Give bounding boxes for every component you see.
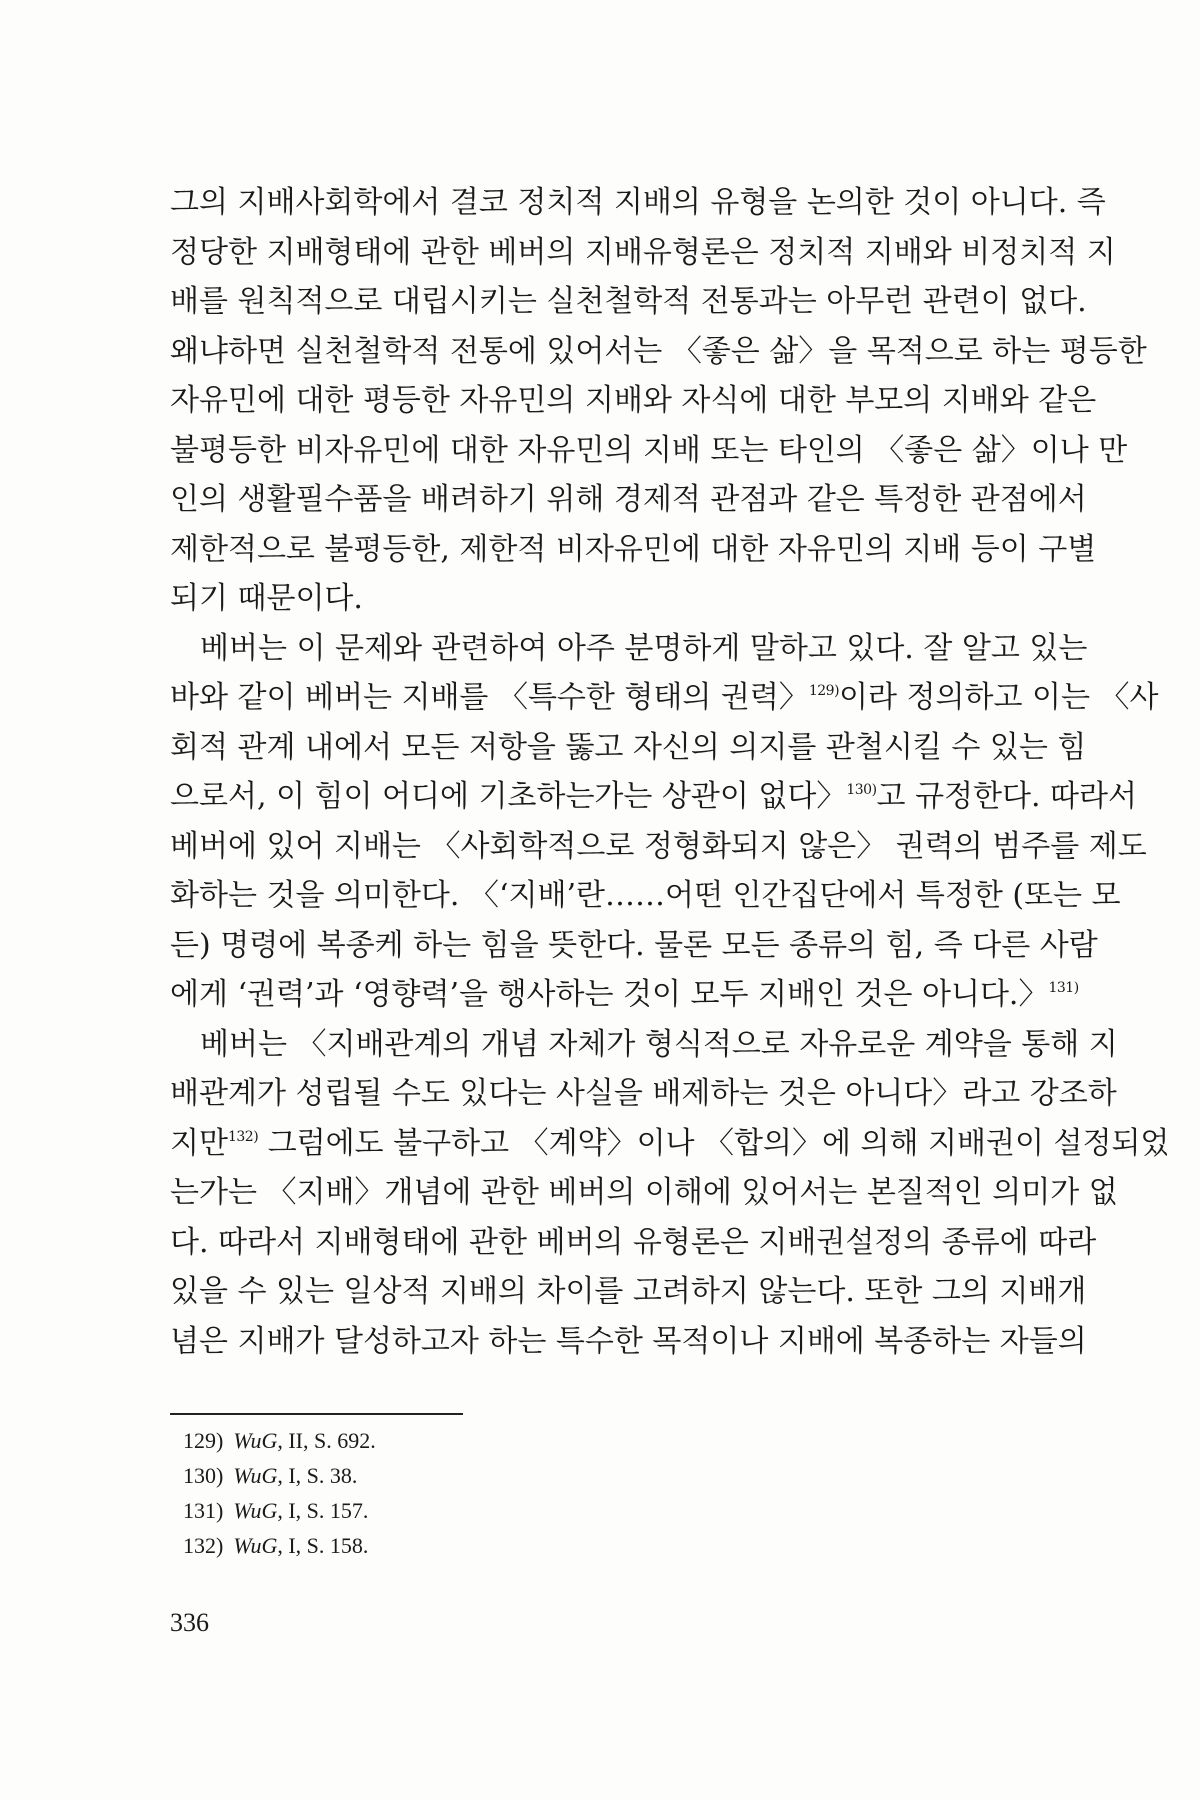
- text-segment: 고 규정한다. 따라서: [876, 779, 1137, 814]
- text-line: 든) 명령에 복종케 하는 힘을 뜻한다. 물론 모든 종류의 힘, 즉 다른 사람: [170, 927, 1098, 963]
- footnote-number: 130): [183, 1463, 224, 1488]
- text-line: 왜냐하면 실천철학적 전통에 있어서는 〈좋은 삶〉을 목적으로 하는 평등한: [170, 333, 1147, 369]
- text-line: 념은 지배가 달성하고자 하는 특수한 목적이나 지배에 복종하는 자들의: [170, 1323, 1087, 1359]
- footnote-citation: , I, S. 158.: [277, 1533, 369, 1558]
- text-line: 불평등한 비자유민에 대한 자유민의 지배 또는 타인의 〈좋은 삶〉이나 만: [170, 432, 1128, 468]
- text-line: 회적 관계 내에서 모든 저항을 뚫고 자신의 의지를 관철시킬 수 있는 힘: [170, 729, 1087, 765]
- text-line: 다. 따라서 지배형태에 관한 베버의 유형론은 지배권설정의 종류에 따라: [170, 1224, 1097, 1260]
- text-line: [170, 970, 1079, 1020]
- text-segment: 그럼에도 불구하고 〈계약〉이나 〈합의〉에 의해 지배권이 설정되었: [258, 1125, 1170, 1161]
- text-line: 베버는 이 문제와 관련하여 아주 분명하게 말하고 있다. 잘 알고 있는: [200, 630, 1088, 666]
- footnotes: [183, 1423, 683, 1563]
- text-line: 화하는 것을 의미한다. 〈‘지배’란……어떤 인간집단에서 특정한 (또는 모: [170, 878, 1121, 913]
- footnote-work: WuG: [233, 1498, 278, 1523]
- footnote-number: 132): [183, 1533, 224, 1558]
- text-line: 는가는 〈지배〉개념에 관한 베버의 이해에 있어서는 본질적인 의미가 없: [170, 1175, 1118, 1210]
- footnote-work: WuG: [233, 1533, 278, 1558]
- text-line: [170, 673, 1159, 723]
- footnote-number: 129): [183, 1428, 224, 1453]
- text-segment: 지만: [170, 1125, 228, 1161]
- footnote-citation: , I, S. 38.: [277, 1463, 358, 1488]
- text-line: 배를 원칙적으로 대립시키는 실천철학적 전통과는 아무런 관련이 없다.: [170, 284, 1087, 319]
- footnote-ref: 132): [227, 1128, 259, 1145]
- text-segment: 이라 정의하고 이는 〈사: [839, 680, 1159, 715]
- text-line: 배관계가 성립될 수도 있다는 사실을 배제하는 것은 아니다〉라고 강조하: [170, 1076, 1117, 1111]
- text-line: 베버에 있어 지배는 〈사회학적으로 정형화되지 않은〉 권력의 범주를 제도: [170, 828, 1147, 864]
- text-line: [170, 772, 1137, 822]
- text-line: 그의 지배사회학에서 결코 정치적 지배의 유형을 논의한 것이 아니다. 즉: [170, 185, 1106, 220]
- body-text: [170, 178, 1170, 1366]
- footnote-ref: 131): [1048, 980, 1079, 996]
- footnote-work: WuG: [233, 1463, 278, 1488]
- footnote: [183, 1423, 683, 1458]
- page-number: 336: [170, 1608, 209, 1637]
- text-line: [170, 1119, 1170, 1169]
- footnote-citation: , I, S. 157.: [277, 1498, 369, 1523]
- footnote: [183, 1528, 683, 1563]
- text-segment: 으로서, 이 힘이 어디에 기초하는가는 상관이 없다〉: [170, 779, 847, 814]
- footnote-divider: [170, 1413, 463, 1415]
- text-line: 인의 생활필수품을 배려하기 위해 경제적 관점과 같은 특정한 관점에서: [170, 482, 1087, 517]
- footnote-number: 131): [183, 1498, 224, 1523]
- footnote-citation: , II, S. 692.: [277, 1428, 376, 1453]
- text-line: 자유민에 대한 평등한 자유민의 지배와 자식에 대한 부모의 지배와 같은: [170, 383, 1097, 418]
- text-line: 제한적으로 불평등한, 제한적 비자유민에 대한 자유민의 지배 등이 구별: [170, 531, 1097, 567]
- text-line: 되기 때문이다.: [170, 581, 363, 616]
- text-segment: 에게 ‘권력’과 ‘영향력’을 행사하는 것이 모두 지배인 것은 아니다.〉: [170, 977, 1049, 1012]
- footnote-work: WuG: [233, 1428, 278, 1453]
- text-line: 정당한 지배형태에 관한 베버의 지배유형론은 정치적 지배와 비정치적 지: [170, 234, 1116, 270]
- text-line: 베버는 〈지배관계의 개념 자체가 형식적으로 자유로운 계약을 통해 지: [200, 1026, 1118, 1062]
- footnote-ref: 130): [846, 782, 877, 798]
- text-line: 있을 수 있는 일상적 지배의 차이를 고려하지 않는다. 또한 그의 지배개: [170, 1274, 1087, 1309]
- footnote-ref: 129): [808, 683, 840, 699]
- footnote: [183, 1493, 683, 1528]
- footnote: [183, 1458, 683, 1493]
- text-segment: 바와 같이 베버는 지배를 〈특수한 형태의 권력〉: [170, 680, 809, 715]
